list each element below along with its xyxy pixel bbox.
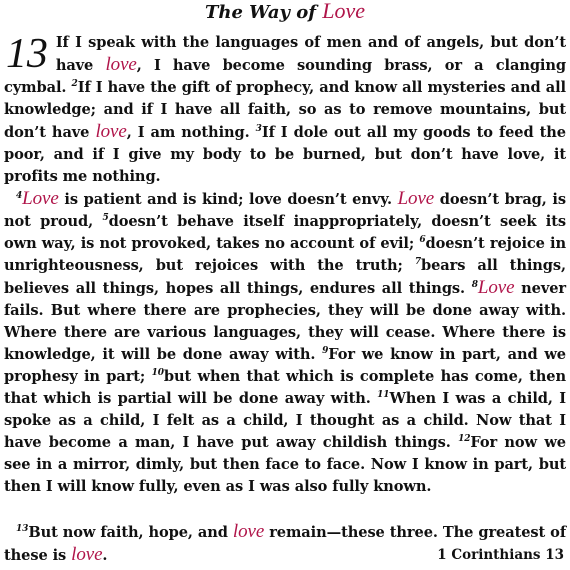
love-word: love bbox=[232, 521, 265, 542]
verse-text: doesn’t brag, is not proud, bbox=[4, 191, 566, 230]
verse-text: never fails. But where there are prophecies, they will be done away with. Where there are various languages, they will cease. Where there is knowledge, it will be done away with. bbox=[4, 280, 566, 363]
love-word: love bbox=[95, 121, 127, 142]
verse-number: 3 bbox=[255, 124, 262, 134]
verse-text: If I speak with the languages of men and of angels, but don’t have bbox=[55, 34, 566, 74]
verse-number: 13 bbox=[16, 524, 29, 534]
verse-number: 9 bbox=[322, 346, 329, 356]
verse-text: is patient and is kind; love doesn’t envy. bbox=[58, 191, 398, 208]
verse-number: 6 bbox=[419, 235, 426, 245]
love-word: Love bbox=[477, 277, 515, 298]
verse-number: 7 bbox=[414, 257, 422, 267]
verse-text: If I dole out all my goods to feed the poor, and if I give my body to be burned, but don’t have love, it profits me nothing. bbox=[4, 124, 566, 185]
love-word: love bbox=[105, 54, 137, 75]
verse-text: When I was a child, I spoke as a child, I felt as a child, I thought as a child. Now that I have become a man, I have put away childish things. bbox=[4, 390, 566, 451]
verse-number: 2 bbox=[71, 79, 78, 89]
verse-text: but when that which is complete has come, then that which is partial will be done away with. bbox=[4, 368, 566, 407]
love-word: Love bbox=[397, 188, 435, 209]
verse-text: For now we see in a mirror, dimly, but then face to face. Now I know in part, but then I will know fully, even as I was also fully known. bbox=[4, 434, 566, 495]
love-word: love bbox=[71, 544, 103, 565]
title-prefix: The Way of bbox=[204, 2, 323, 23]
verse-text: , I have become sounding brass, or a clanging cymbal. bbox=[4, 57, 566, 96]
verse-text: doesn’t rejoice in unrighteousness, but rejoices with the truth; bbox=[4, 235, 566, 274]
verse-number: 12 bbox=[458, 434, 471, 444]
love-word: Love bbox=[22, 188, 59, 209]
verse-text: . bbox=[102, 547, 108, 564]
verse-number: 11 bbox=[377, 390, 390, 400]
verse-number: 4 bbox=[16, 191, 23, 201]
title-love-word: Love bbox=[322, 0, 366, 23]
verse-number: 5 bbox=[102, 213, 109, 223]
chapter-number: 13 bbox=[6, 31, 48, 77]
verse-text: For we know in part, and we prophesy in part; bbox=[4, 346, 566, 385]
verse-text: bears all things, believes all things, hopes all things, endures all things. bbox=[4, 257, 566, 297]
page-title bbox=[0, 0, 570, 24]
paragraph-verses-1-3 bbox=[4, 32, 566, 188]
verse-text: If I have the gift of prophecy, and know all mysteries and all knowledge; and if I have all faith, so as to remove mountains, but don’t have bbox=[4, 79, 566, 141]
verse-text: doesn’t behave itself inappropriately, doesn’t seek its own way, is not provoked, takes no account of evil; bbox=[4, 213, 567, 252]
verse-text: , I am nothing. bbox=[126, 124, 256, 141]
verse-number: 8 bbox=[471, 280, 478, 290]
paragraph-verses-4-12 bbox=[4, 188, 566, 498]
verse-text: But now faith, hope, and bbox=[28, 524, 233, 541]
scripture-reference: 1 Corinthians 13 bbox=[437, 547, 564, 563]
verse-text: remain—these three. The greatest of these is bbox=[4, 524, 566, 564]
verse-number: 10 bbox=[151, 368, 164, 378]
